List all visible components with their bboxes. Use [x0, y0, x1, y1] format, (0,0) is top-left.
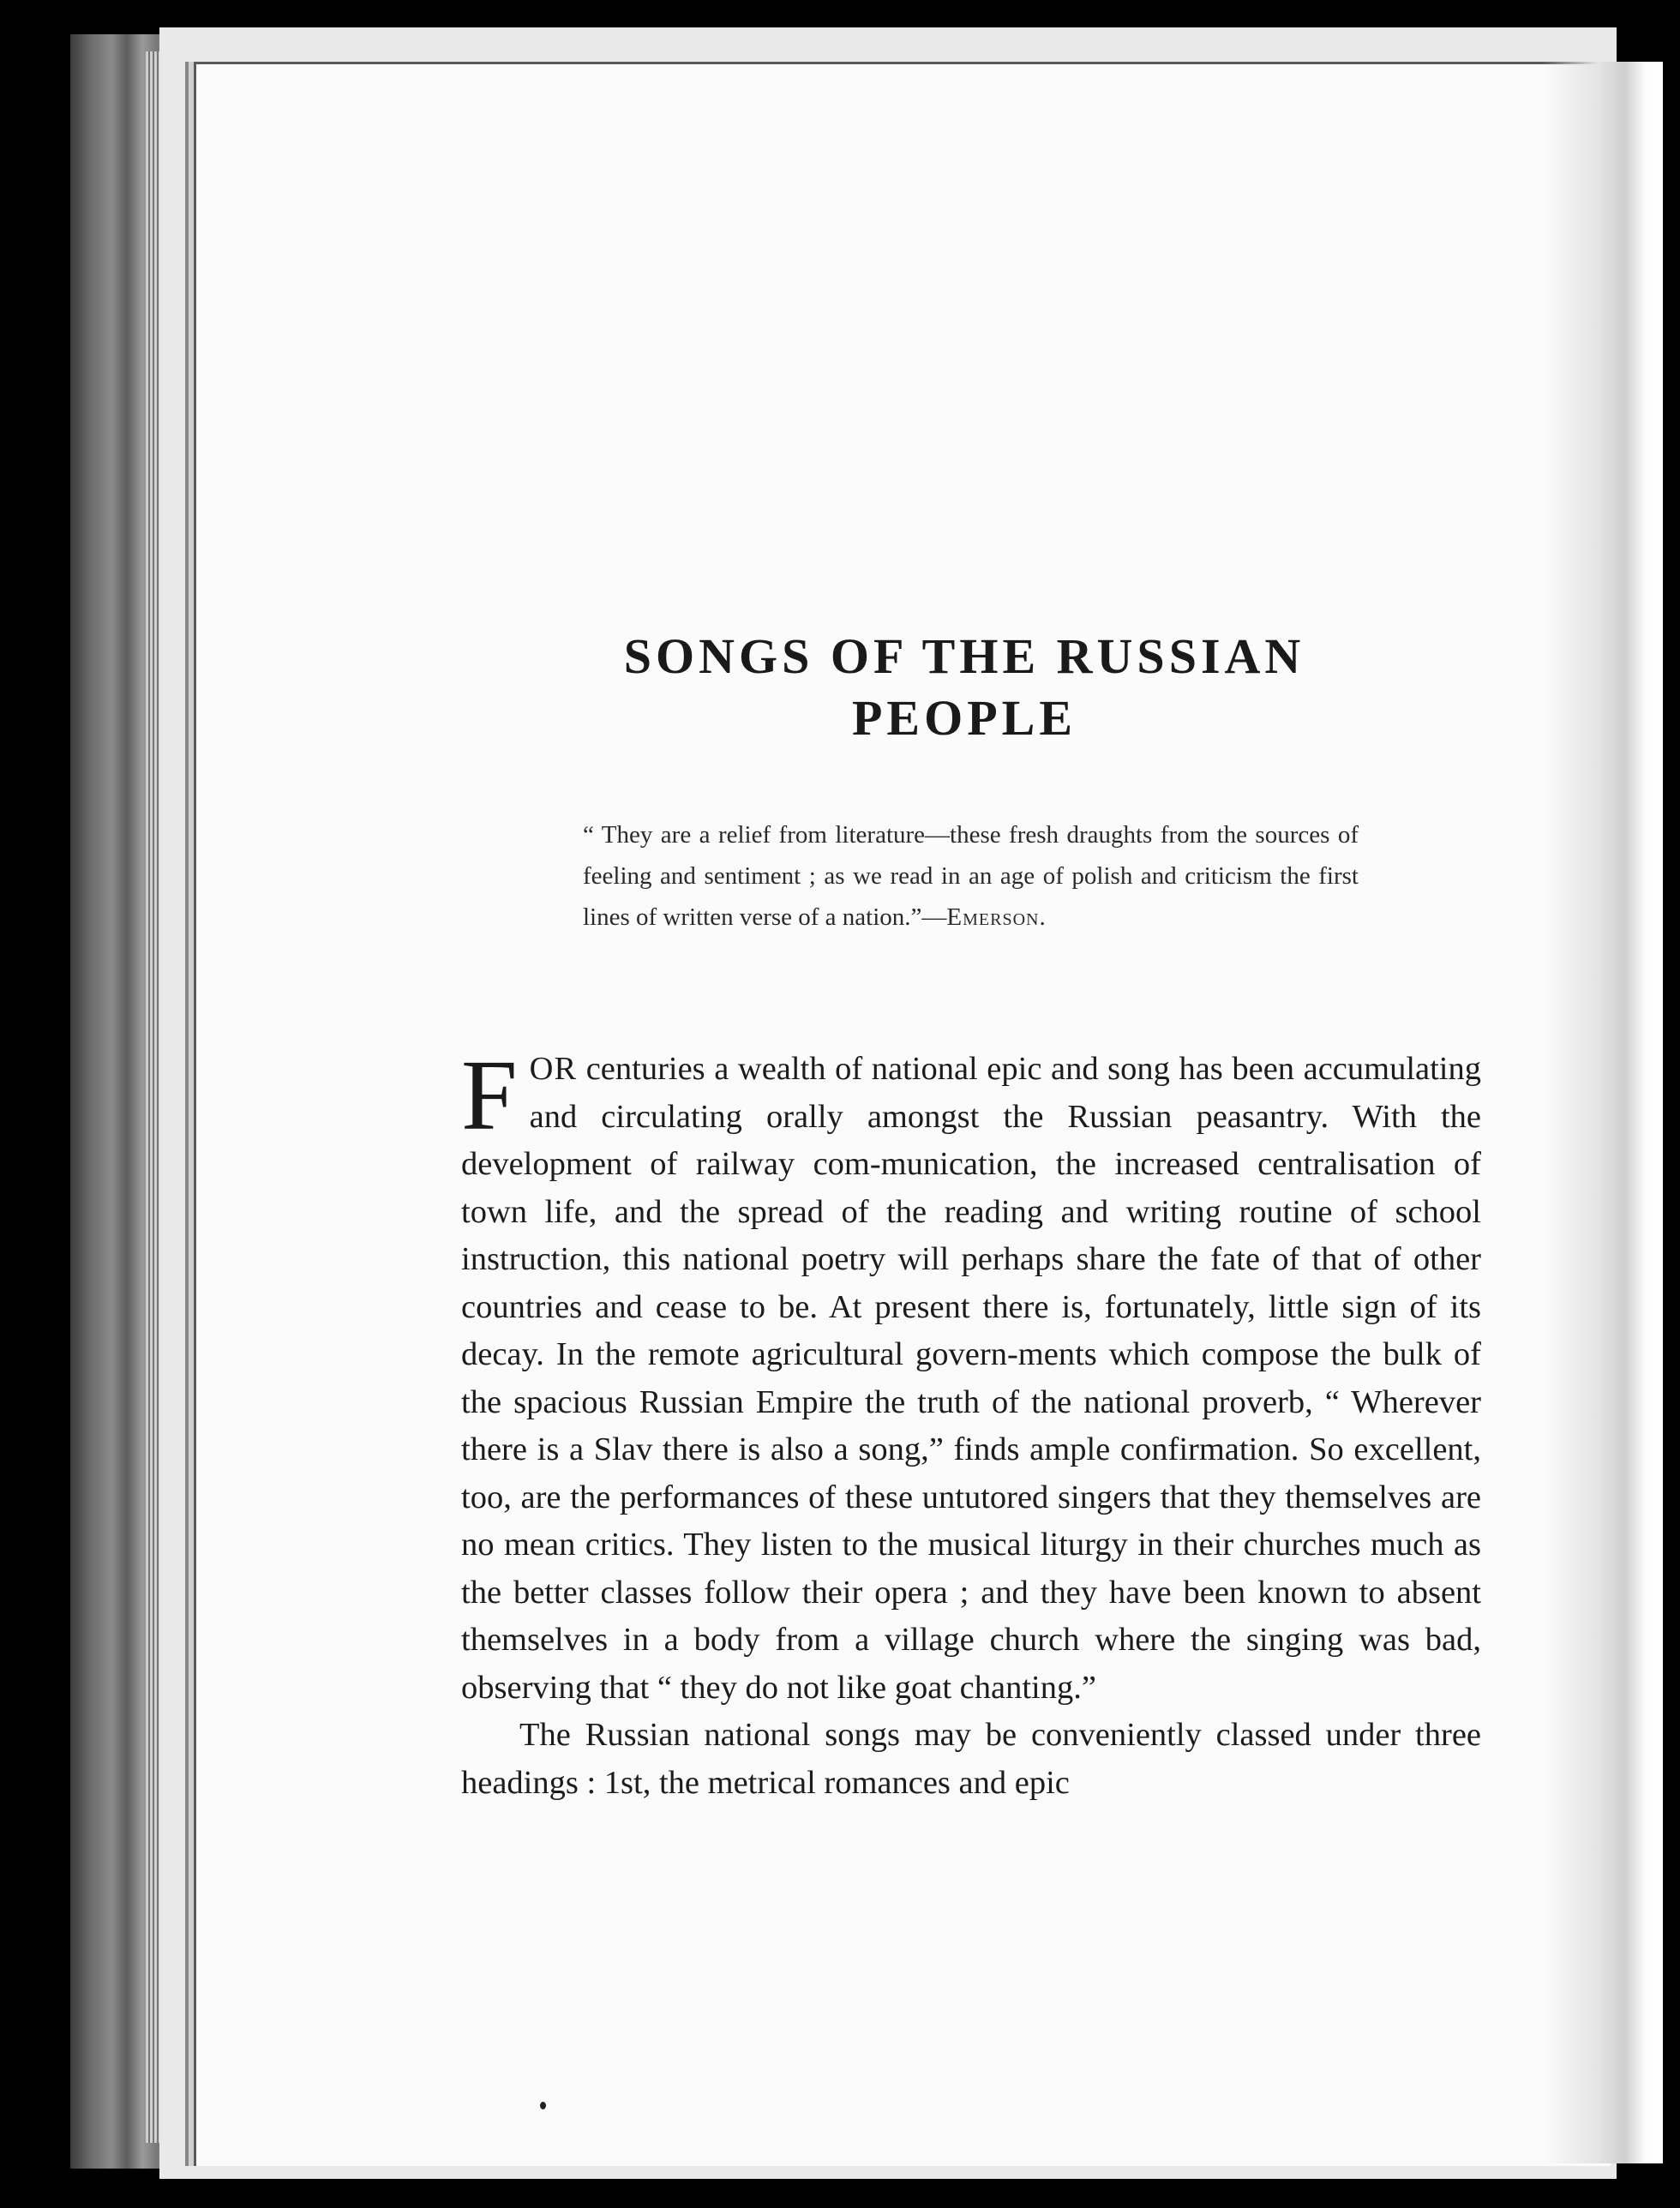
paragraph-1: [461, 1039, 1481, 1712]
epigraph-attribution: Emerson.: [946, 903, 1047, 931]
epigraph: [583, 814, 1359, 938]
epigraph-quote: “ They are a relief from literature—these fresh draughts from the sources of feeling and sentiment ; as we read in an age of polish and criticism the first lines of written verse of a nation.”—: [583, 821, 1359, 931]
right-dark-strip: [1663, 34, 1680, 2208]
paragraph-1-text: centuries a wealth of national epic and song has been accumulating and circulating orally amongst the Russian peasantry. With the development of railway com-munication, the increased centralisation of town life, and the spread of the reading and writing routine of school instruction, this national poetry will perhaps share the fate of that of other countries and cease to be. At present there is, fortunately, little sign of its decay. In the remote agricultural govern-ments which compose the bulk of the spacious Russian Empire the truth of the national proverb, “ Wherever there is a Slav there is also a song,” finds ample confirmation. So excellent, too, are the performances of these untutored singers that they themselves are no mean critics. They listen to the musical liturgy in their churches much as the better classes follow their opera ; and they have been known to absent themselves in a body from a village church where the singing was bad, observing that “ they do not like goat chanting.”: [461, 1051, 1481, 1706]
drop-cap: F: [461, 1039, 518, 1151]
ink-speck: [540, 2102, 546, 2109]
chapter-title: SONGS OF THE RUSSIAN PEOPLE: [623, 628, 1305, 746]
paragraph-2: The Russian national songs may be conveniently classed under three headings : 1st, the metrical romances and epic: [461, 1717, 1481, 1801]
lead-word: OR: [529, 1051, 578, 1087]
page-curvature-shadow: [1543, 62, 1680, 2163]
body-text: [461, 1039, 1481, 1807]
